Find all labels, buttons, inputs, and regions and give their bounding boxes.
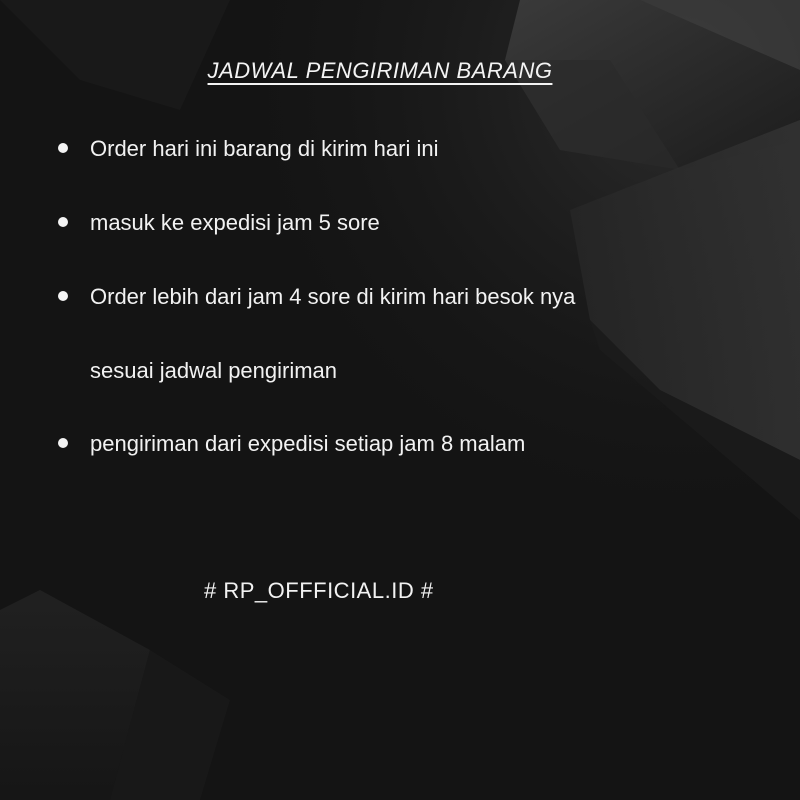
bullet-icon [58,438,68,448]
list-item-text: pengiriman dari expedisi setiap jam 8 malam [90,431,526,456]
schedule-list [58,0,778,800]
bullet-icon [58,291,68,301]
list-item [58,209,380,237]
list-item [58,283,575,311]
page-title-text: JADWAL PENGIRIMAN BARANG [207,58,553,83]
footer-tag: # RP_OFFFICIAL.ID # [204,578,434,603]
list-item [58,135,438,163]
bullet-icon [58,217,68,227]
bullet-icon [58,143,68,153]
list-item-continuation [90,357,337,385]
list-item-text: sesuai jadwal pengiriman [90,358,338,383]
list-item-text: Order hari ini barang di kirim hari ini [90,136,439,161]
list-item [58,430,525,458]
list-item-text: masuk ke expedisi jam 5 sore [90,210,380,235]
list-item-text: Order lebih dari jam 4 sore di kirim hari besok nya [90,284,576,309]
